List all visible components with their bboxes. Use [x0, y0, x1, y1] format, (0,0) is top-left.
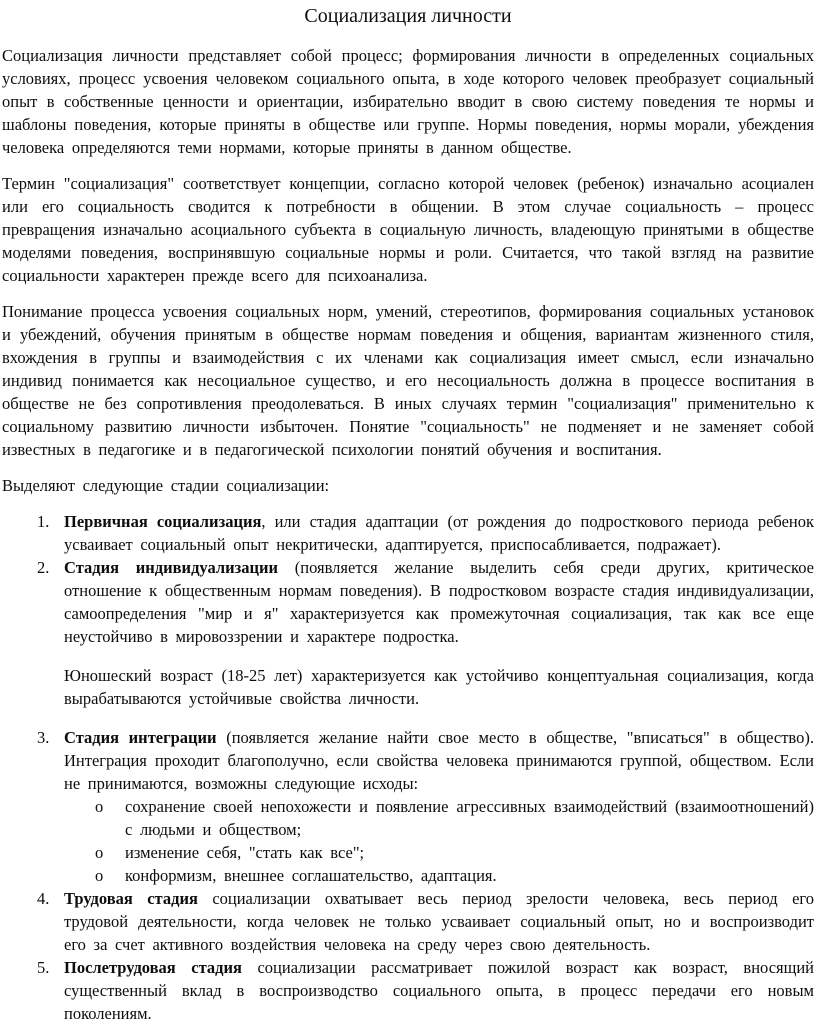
- stage-number: 4.: [37, 889, 50, 908]
- stage-number: 3.: [37, 728, 50, 747]
- stage-term: Стадия индивидуализации: [64, 558, 279, 577]
- stage-term: Стадия интеграции: [64, 728, 217, 747]
- outcome-text: конформизм, внешнее соглашательство, адаптация.: [125, 866, 497, 885]
- stage-number: 2.: [37, 558, 50, 577]
- stages-list: [2, 510, 814, 1025]
- outcomes-list: [64, 795, 814, 887]
- stage-term: Послетрудовая стадия: [64, 958, 242, 977]
- stage-text: (появляется желание найти свое место в обществе, "вписаться" в общество). Интеграция проходит благополучно, если свойства человека принимаются группой, обществом. Если не принимаются, возможны следующие исходы:: [64, 728, 814, 793]
- stage-item-primary: [2, 510, 814, 556]
- stage-item-post-labor: [2, 956, 814, 1025]
- paragraph-socialization-definition: Социализация личности представляет собой процесс; формирования личности в определенных социальных условиях, процесс усвоения человеком социального опыта, в ходе которого человек преобразует социальный опыт в собственные ценности и ориентации, избирательно вводит в свою систему поведения те нормы и шаблоны поведения, которые приняты в обществе или группе. Нормы поведения, нормы морали, убеждения человека определяются теми нормами, которые приняты в данном обществе.: [2, 46, 814, 157]
- paragraph-term-concept: Термин "социализация" соответствует концепции, согласно которой человек (ребенок) изначально асоциален или его социальность сводится к потребности в общении. В этом случае социальность – процесс превращения изначально асоциального субъекта в социальную личность, владеющую принятыми в обществе моделями поведения, воспринявшую социальные нормы и роли. Считается, что такой взгляд на развитие социальности характерен прежде всего для психоанализа.: [2, 174, 814, 285]
- stage-body: [64, 956, 814, 1025]
- stage-main-text: [64, 726, 814, 795]
- outcome-bullet: o: [95, 843, 104, 862]
- outcome-bullet: o: [95, 866, 104, 885]
- document-title: Социализация личности: [304, 5, 512, 27]
- stage-body: [64, 556, 814, 726]
- stages-intro: Выделяют следующие стадии социализации:: [2, 476, 330, 495]
- paragraph-norms-understanding: Понимание процесса усвоения социальных норм, умений, стереотипов, формирования социальных установок и убеждений, обучения принятым в обществе нормам поведения и общения, вариантам жизненного стиля, вхождения в группы и взаимодействия с их членами как социализация имеет смысл, если изначально индивид понимается как несоциальное существо, и его несоциальность должна в процессе воспитания в обществе не без сопротивления преодолеваться. В иных случаях термин "социализация" применительно к социальному развитию личности избыточен. Понятие "социальность" не подменяет и не заменяет собой известных в педагогике и в педагогической психологии понятий обучения и воспитания.: [2, 302, 814, 459]
- stage-text: (появляется желание выделить себя среди других, критическое отношение к общественным нормам поведения). В подростковом возрасте стадия индивидуализации, самоопределения "мир и я" характеризуется как промежуточная социализация, так как все еще неустойчиво в мировоззрении и характере подростка.: [64, 558, 814, 646]
- outcome-text: сохранение своей непохожести и появление агрессивных взаимодействий (взаимоотношений) с людьми и обществом;: [125, 797, 814, 839]
- stage-text: социализации рассматривает пожилой возраст как возраст, вносящий существенный вклад в воспроизводство социального опыта, в процесс передачи его новым поколениям.: [64, 958, 814, 1023]
- youth-age-note: Юношеский возраст (18-25 лет) характеризуется как устойчиво концептуальная социализация, когда вырабатываются устойчивые свойства личности.: [64, 666, 814, 708]
- stage-text: , или стадия адаптации (от рождения до подросткового периода ребенок усваивает социальный опыт некритически, адаптируется, приспосабливается, подражает).: [64, 512, 814, 554]
- stage-body: [64, 510, 814, 556]
- stage-text: социализации охватывает весь период зрелости человека, весь период его трудовой деятельности, когда человек не только усваивает социальный опыт, но и воспроизводит его за счет активного воздействия человека на среду через свою деятельность.: [64, 889, 814, 954]
- stage-item-individualization: [2, 556, 814, 726]
- stage-term: Первичная социализация: [64, 512, 262, 531]
- outcome-item: [95, 841, 814, 864]
- stage-item-labor: [2, 887, 814, 956]
- stage-item-integration: [2, 726, 814, 887]
- stage-number: 1.: [37, 512, 50, 531]
- stage-body: [64, 887, 814, 956]
- outcome-bullet: o: [95, 797, 104, 816]
- stage-main-text: [64, 556, 814, 648]
- outcome-text: изменение себя, "стать как все";: [125, 843, 365, 862]
- outcome-item: [95, 864, 814, 887]
- outcome-item: [95, 795, 814, 841]
- stage-body: [64, 726, 814, 887]
- stage-number: 5.: [37, 958, 50, 977]
- stage-term: Трудовая стадия: [64, 889, 198, 908]
